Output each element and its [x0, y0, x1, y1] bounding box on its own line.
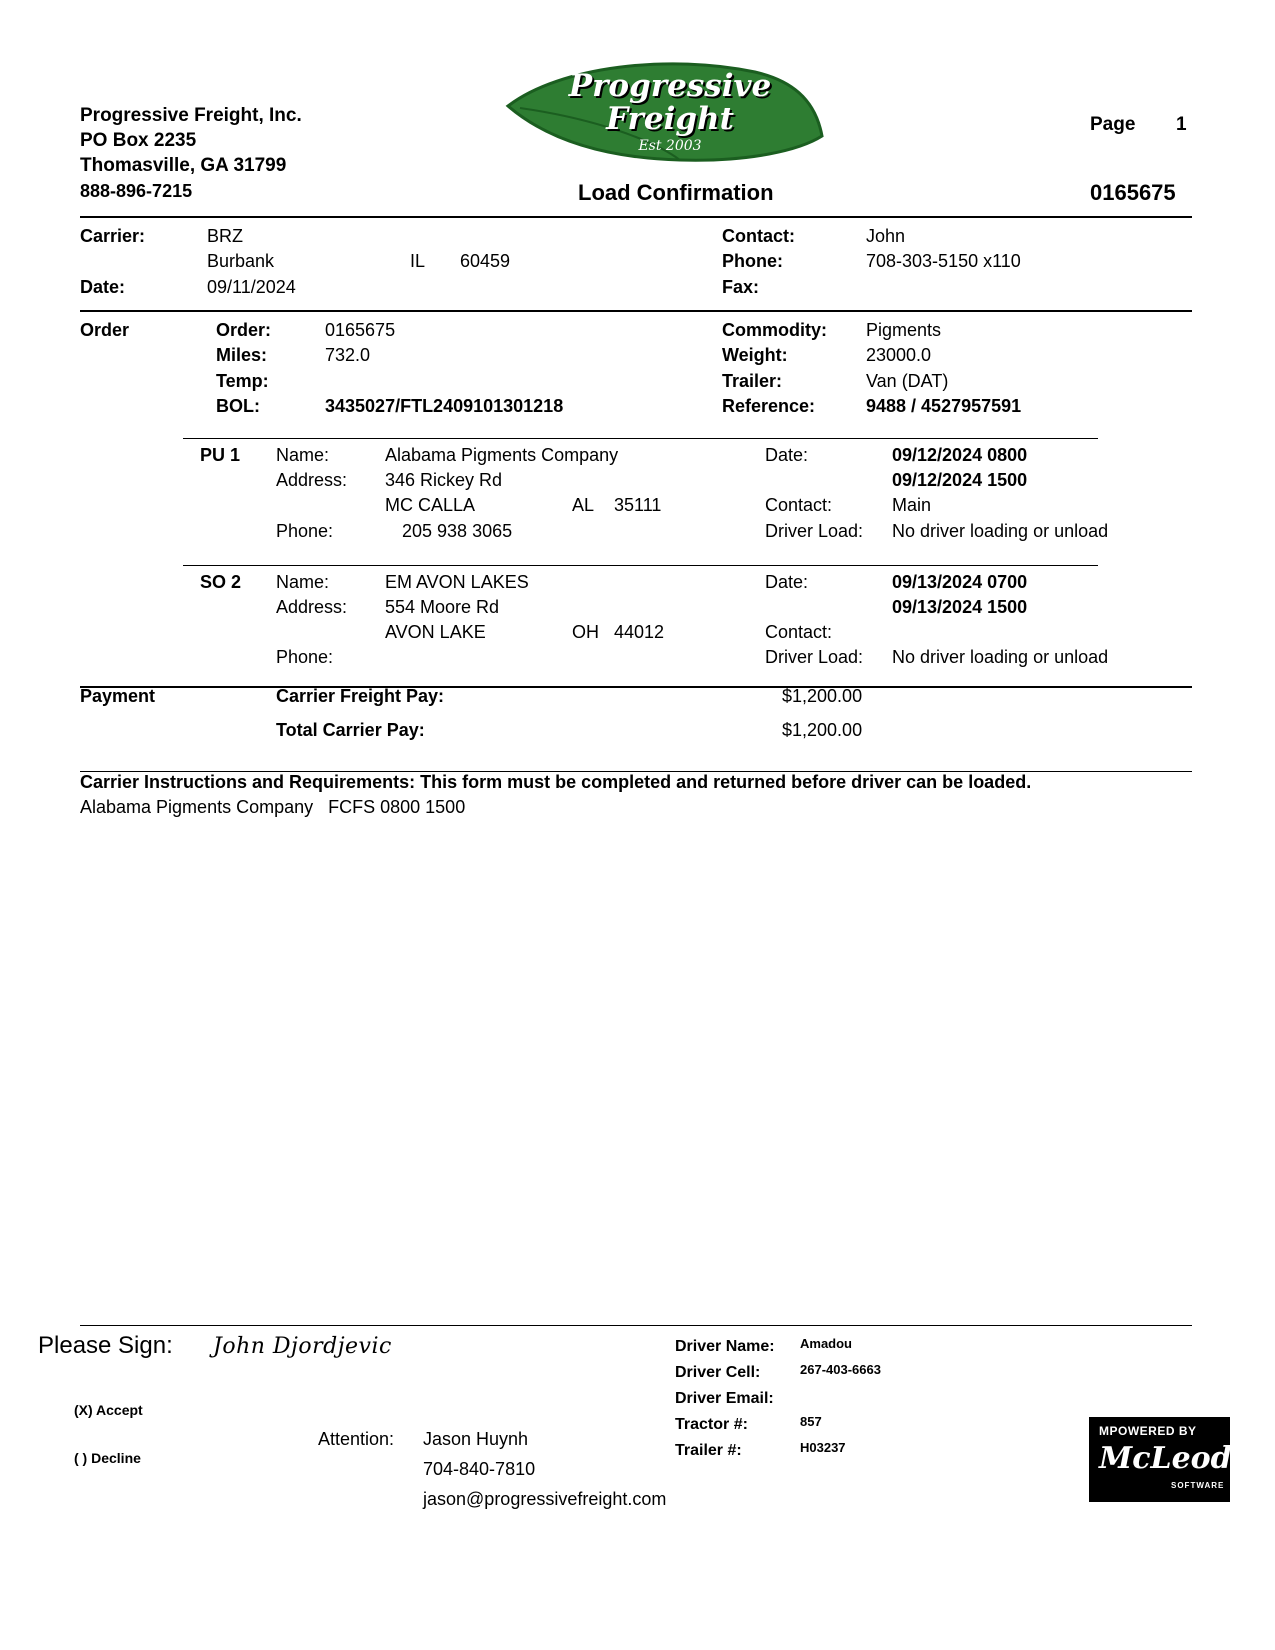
date-label: Date: [80, 277, 126, 297]
weight-label: Weight: [722, 345, 788, 365]
trailer-number: H03237 [800, 1440, 846, 1455]
trailer-number-label: Trailer #: [675, 1442, 742, 1459]
stop-date-start: 09/12/2024 0800 [892, 445, 1028, 465]
carrier-contact: John [866, 226, 906, 246]
carrier-label: Carrier: [80, 226, 146, 246]
driver-name-label: Driver Name: [675, 1338, 775, 1355]
attention-name: Jason Huynh [423, 1429, 529, 1449]
attention-label: Attention: [318, 1429, 395, 1449]
phone-label: Phone: [722, 251, 783, 271]
divider [80, 686, 1192, 688]
miles-label: Miles: [216, 345, 268, 365]
bol-label: BOL: [216, 396, 260, 416]
fax-label: Fax: [722, 277, 760, 297]
stop-city: AVON LAKE [385, 622, 486, 642]
divider [80, 1325, 1192, 1326]
stop-zip: 44012 [614, 622, 665, 642]
stop-name: EM AVON LAKES [385, 572, 529, 592]
company-phone: 888-896-7215 [80, 181, 193, 201]
stop-driver-load: No driver loading or unload [892, 521, 1109, 541]
mcleod-badge [1089, 1417, 1230, 1502]
payment-section-label: Payment [80, 686, 156, 706]
attention-email[interactable]: jason@progressivefreight.com [423, 1489, 667, 1509]
order-bol: 3435027/FTL2409101301218 [325, 396, 564, 416]
carrier-phone: 708-303-5150 x110 [866, 251, 1021, 271]
logo-line2: Freight [606, 101, 734, 137]
trailer-label: Trailer: [722, 371, 783, 391]
page-label: Page [1090, 114, 1136, 135]
driver-email-label: Driver Email: [675, 1390, 774, 1407]
company-logo [500, 58, 830, 168]
stop-address-label: Address: [276, 597, 348, 617]
stop-name-label: Name: [276, 445, 330, 465]
badge-brand: McLeod [1099, 1441, 1232, 1476]
document-title: Load Confirmation [578, 180, 774, 205]
decline-option[interactable]: ( ) Decline [74, 1450, 141, 1466]
stop-contact-label: Contact: [765, 495, 833, 515]
stop-driver-load: No driver loading or unload [892, 647, 1109, 667]
stop-zip: 35111 [614, 495, 662, 515]
company-name: Progressive Freight, Inc. [80, 105, 302, 126]
accept-option[interactable]: (X) Accept [74, 1402, 143, 1418]
stop-city: MC CALLA [385, 495, 476, 515]
tractor-number: 857 [800, 1414, 822, 1429]
signature: John Djordjevic [213, 1334, 392, 1359]
stop-phone-label: Phone: [276, 521, 334, 541]
instructions-text: Alabama Pigments Company FCFS 0800 1500 [80, 797, 466, 817]
stop-date-end: 09/12/2024 1500 [892, 470, 1028, 490]
badge-powered-by: MPOWERED BY [1099, 1424, 1197, 1438]
stop-phone: 205 938 3065 [402, 521, 513, 541]
carrier-city: Burbank [207, 251, 275, 271]
order-weight: 23000.0 [866, 345, 932, 365]
stop-address-label: Address: [276, 470, 348, 490]
order-number: 0165675 [325, 320, 396, 340]
contact-label: Contact: [722, 226, 795, 246]
document-number: 0165675 [1090, 180, 1176, 205]
divider [183, 565, 1098, 566]
commodity-label: Commodity: [722, 320, 827, 340]
stop-name: Alabama Pigments Company [385, 445, 619, 465]
driver-cell-label: Driver Cell: [675, 1364, 761, 1381]
logo-est: Est 2003 [638, 138, 702, 154]
stop-state: OH [572, 622, 599, 642]
order-miles: 732.0 [325, 345, 371, 365]
driver-name: Amadou [800, 1336, 852, 1351]
temp-label: Temp: [216, 371, 269, 391]
stop-name-label: Name: [276, 572, 330, 592]
page-number: 1 [1176, 114, 1187, 135]
stop-address: 346 Rickey Rd [385, 470, 503, 490]
driver-cell: 267-403-6663 [800, 1362, 881, 1377]
carrier-zip: 60459 [460, 251, 511, 271]
divider [80, 310, 1192, 312]
divider [183, 438, 1098, 439]
please-sign-label: Please Sign: [38, 1332, 173, 1359]
company-address1: PO Box 2235 [80, 130, 197, 151]
stop-driver-load-label: Driver Load: [765, 521, 864, 541]
order-label: Order: [216, 320, 272, 340]
stop-date-start: 09/13/2024 0700 [892, 572, 1028, 592]
stop-state: AL [572, 495, 595, 515]
logo-line1: Progressive [568, 68, 772, 104]
stop-date-label: Date: [765, 445, 809, 465]
company-address2: Thomasville, GA 31799 [80, 155, 287, 176]
total-pay-label: Total Carrier Pay: [276, 720, 425, 740]
order-trailer: Van (DAT) [866, 371, 949, 391]
order-section-label: Order [80, 320, 130, 340]
stop-contact: Main [892, 495, 932, 515]
freight-pay-label: Carrier Freight Pay: [276, 686, 445, 706]
stop-contact-label: Contact: [765, 622, 833, 642]
stop-date-label: Date: [765, 572, 809, 592]
divider [80, 216, 1192, 218]
stop-driver-load-label: Driver Load: [765, 647, 864, 667]
stop-date-end: 09/13/2024 1500 [892, 597, 1028, 617]
freight-pay-amount: $1,200.00 [782, 686, 863, 706]
order-commodity: Pigments [866, 320, 942, 340]
stop-address: 554 Moore Rd [385, 597, 500, 617]
order-reference: 9488 / 4527957591 [866, 396, 1022, 416]
tractor-label: Tractor #: [675, 1416, 748, 1433]
stop-code: SO 2 [200, 572, 242, 592]
carrier-name: BRZ [207, 226, 243, 246]
total-pay-amount: $1,200.00 [782, 720, 863, 740]
instructions-heading: Carrier Instructions and Requirements: This form must be completed and returned before driver can be loaded. [80, 772, 1032, 792]
stop-code: PU 1 [200, 445, 241, 465]
badge-sub: SOFTWARE [1171, 1481, 1225, 1490]
reference-label: Reference: [722, 396, 816, 416]
stop-phone-label: Phone: [276, 647, 334, 667]
carrier-date: 09/11/2024 [207, 277, 296, 297]
carrier-state: IL [410, 251, 426, 271]
attention-phone: 704-840-7810 [423, 1459, 536, 1479]
